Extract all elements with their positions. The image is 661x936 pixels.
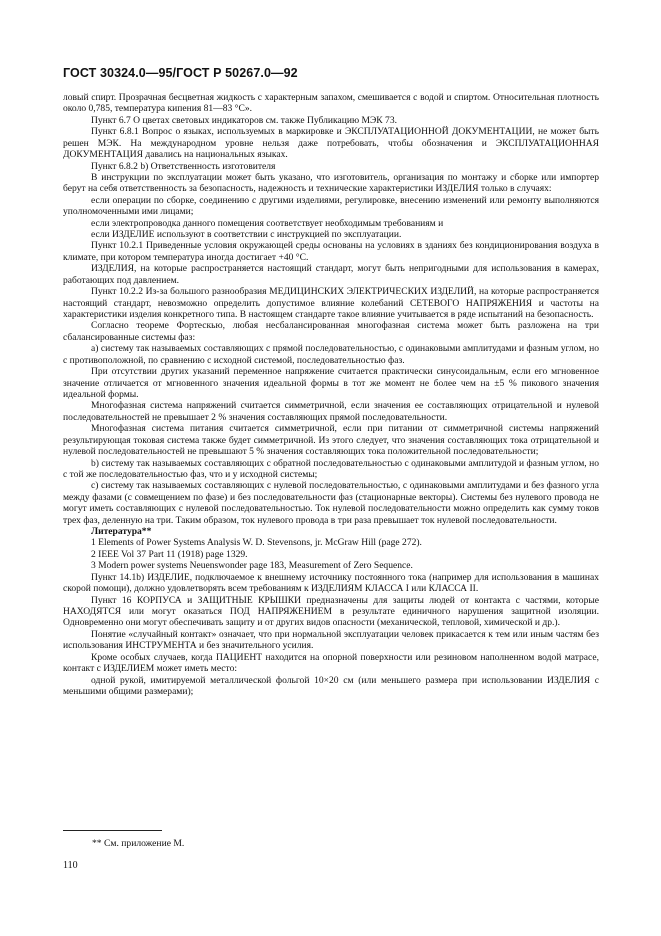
paragraph: Понятие «случайный контакт» означает, что при нормальной эксплуатации человек прикасается к тем или иным частям без использования ИНСТРУМЕНТА и без значительного усилия.: [63, 628, 599, 652]
paragraph: Многофазная система питания считается симметричной, если при питании от симметричной системы напряжений результирующая токовая система также будет симметричной. Из этого следует, что значения составляющих тока отрицательной и нулевой последовательностей не превышают 5 % значения составляющих тока положительной последовательности;: [63, 423, 599, 458]
reference-item: 1 Elements of Power Systems Analysis W. D. Stevensons, jr. McGraw Hill (page 272).: [91, 537, 422, 549]
body-text: [63, 92, 599, 697]
page-number: 110: [63, 860, 78, 871]
paragraph: Пункт 10.2.2 Из-за большого разнообразия МЕДИЦИНСКИХ ЭЛЕКТРИЧЕСКИХ ИЗДЕЛИЙ, на которые распространяется настоящий стандарт, невозможно определить допустимое влияние колебаний СЕТЕВОГО НАПРЯЖЕНИЯ и частоты на характеристики изделия конкретного типа. В настоящем стандарте такое влияние учитывается в ряде испытаний на безопасность.: [63, 286, 599, 321]
reference-item: 3 Modern power systems Neuenswonder page 183, Measurement of Zero Sequence.: [91, 560, 413, 572]
paragraph: b) систему так называемых составляющих с обратной последовательностью с одинаковыми амплитудой и фазным углом, но с той же последовательностью фаз, что и у исходной системы;: [63, 457, 599, 480]
paragraph: Многофазная система напряжений считается симметричной, если значения ее составляющих отрицательной и нулевой последовательностей не превышает 2 % значения составляющих прямой последовательности.: [63, 400, 599, 423]
paragraph: Пункт 6.8.2 b) Ответственность изготовителя: [91, 160, 276, 172]
paragraph: если ИЗДЕЛИЕ используют в соответствии с инструкцией по эксплуатации.: [91, 229, 402, 241]
paragraph: ИЗДЕЛИЯ, на которые распространяется настоящий стандарт, могут быть непригодными для использования в камерах, работающих под давлением.: [63, 263, 599, 286]
paragraph: Кроме особых случаев, когда ПАЦИЕНТ находится на опорной поверхности или резиновом наполненном водой матрасе, контакт с ИЗДЕЛИЕМ может иметь место:: [63, 651, 599, 675]
paragraph: Пункт 6.8.1 Вопрос о языках, используемых в маркировке и ЭКСПЛУАТАЦИОННОЙ ДОКУМЕНТАЦИИ, не может быть решен МЭК. На международном уровне нельзя даже потребовать, чтобы обозначения и ЭКСПЛУАТАЦИОННАЯ ДОКУМЕНТАЦИЯ давались на национальных языках.: [63, 126, 599, 161]
paragraph: если электропроводка данного помещения соответствует необходимым требованиям и: [91, 217, 444, 229]
paragraph: Пункт 10.2.1 Приведенные условия окружающей среды основаны на условиях в зданиях без кондиционирования воздуха в климате, при котором температура иногда достигает +40 °С.: [63, 240, 599, 263]
footnote: ** См. приложение М.: [92, 838, 185, 849]
paragraph: Пункт 16 КОРПУСА и ЗАЩИТНЫЕ КРЫШКИ предназначены для защиты людей от контакта с частями, которые НАХОДЯТСЯ или могут оказаться ПОД НАПРЯЖЕНИЕМ в результате единичного нарушения защитной изоляции. Одновременно они могут обеспечивать защиту и от других видов опасности (механической, тепловой, химической и др.).: [63, 594, 599, 629]
paragraph: а) систему так называемых составляющих с прямой последовательностью, с одинаковыми амплитудами и фазным углом, но с противоположной, по сравнению с исходной системой, последовательностью фаз.: [63, 343, 599, 366]
footnote-divider: [63, 830, 162, 831]
paragraph: если операции по сборке, соединению с другими изделиями, регулировке, внесению изменений или ремонту выполняются уполномоченными ими лицами;: [63, 194, 599, 218]
page-header: ГОСТ 30324.0—95/ГОСТ Р 50267.0—92: [63, 66, 298, 80]
paragraph: В инструкции по эксплуатации может быть указано, что изготовитель, организация по монтажу и сборке или импортер берут на себя ответственность за безопасность, надежность и технические характеристики ИЗДЕЛИЯ только в случаях:: [63, 171, 599, 195]
paragraph: ловый спирт. Прозрачная бесцветная жидкость с характерным запахом, смешивается с водой и спиртом. Относительная плотность около 0,785, температура кипения 81—83 °С».: [63, 92, 599, 115]
paragraph: Согласно теореме Фортескью, любая несбалансированная многофазная система может быть разложена на три сбалансированные системы фаз:: [63, 320, 599, 343]
paragraph: c) систему так называемых составляющих с нулевой последовательностью, с одинаковыми амплитудами и без фазного угла между фазами (с совмещением по фазе) и без последовательности фаз (стационарные векторы). Системы без нулевого провода не могут иметь составляющих с нулевой последовательностью. Ток нулевой последовательности можно определить как сумму токов трех фаз, деленную на три. Таким образом, ток нулевого провода в три раза превышает ток нулевой последовательности.: [63, 480, 599, 526]
references-heading: Литература**: [91, 526, 152, 538]
paragraph: Пункт 6.7 О цветах световых индикаторов см. также Публикацию МЭК 73.: [91, 114, 397, 126]
paragraph: одной рукой, имитируемой металлической фольгой 10×20 см (или меньшего размера при использовании ИЗДЕЛИЯ с меньшими общими размерами);: [63, 674, 599, 697]
paragraph: Пункт 14.1b) ИЗДЕЛИЕ, подключаемое к внешнему источнику постоянного тока (например для использования в машинах скорой помощи), должно удовлетворять всем требованиям к ИЗДЕЛИЯМ КЛАССА I или КЛАССА II.: [63, 571, 599, 595]
paragraph: При отсутствии других указаний переменное напряжение считается практически синусоидальным, если его мгновенное значение отличается от мгновенного значения идеальной формы в тот же момент не более чем на ±5 % пикового значения идеальной формы.: [63, 366, 599, 400]
reference-item: 2 IEEE Vol 37 Part 11 (1918) page 1329.: [91, 548, 248, 560]
